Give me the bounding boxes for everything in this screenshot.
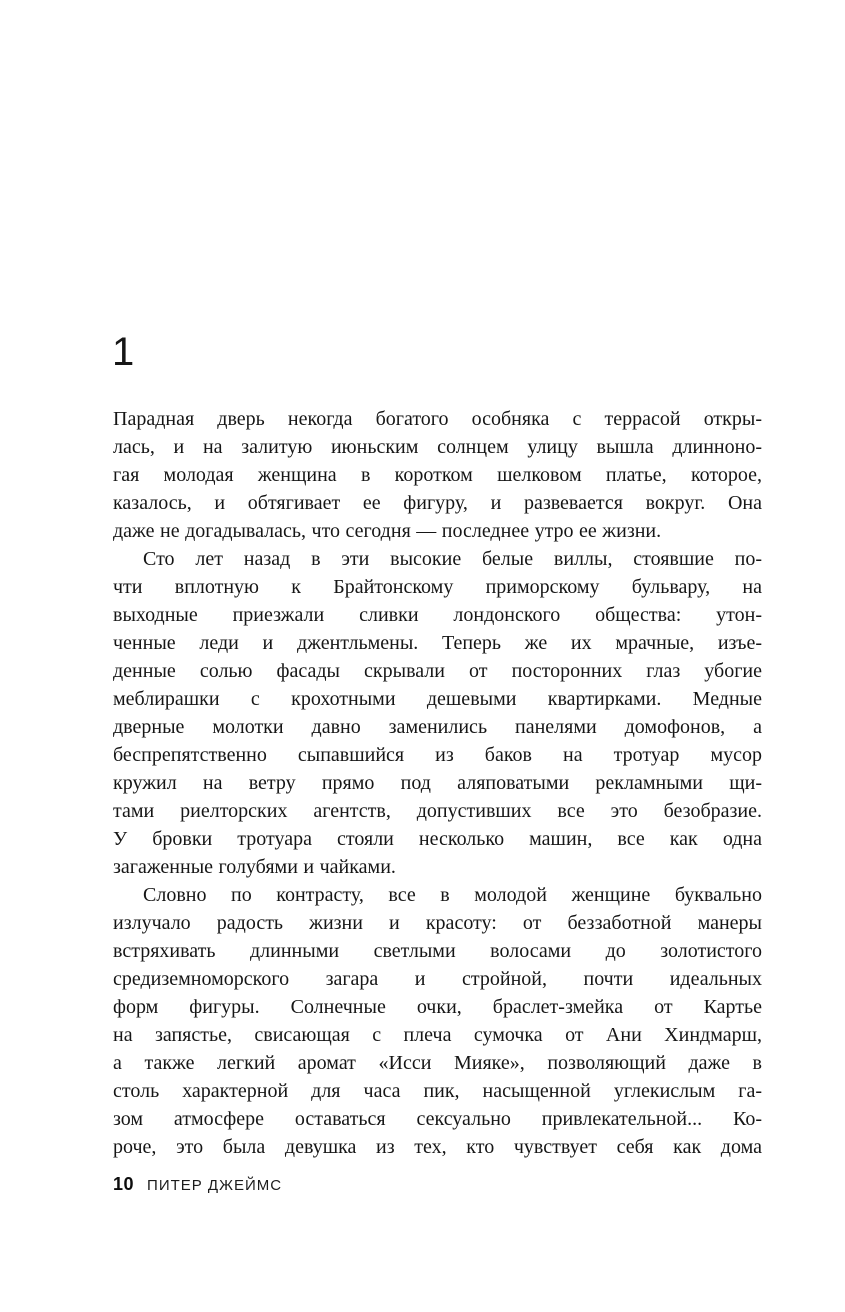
text-line: средиземноморского загара и стройной, почти идеальных	[113, 968, 762, 990]
paragraph	[113, 405, 762, 545]
text-line: а также легкий аромат «Исси Мияке», позволяющий даже в	[113, 1052, 762, 1074]
text-line: на запястье, свисающая с плеча сумочка от Ани Хиндмарш,	[113, 1024, 762, 1046]
text-line: форм фигуры. Солнечные очки, браслет-змейка от Картье	[113, 996, 762, 1018]
text-line: излучало радость жизни и красоту: от беззаботной манеры	[113, 912, 762, 934]
text-line: даже не догадывалась, что сегодня — последнее утро ее жизни.	[113, 520, 662, 542]
text-line: Сто лет назад в эти высокие белые виллы, стоявшие по-	[143, 548, 762, 570]
text-line: Словно по контрасту, все в молодой женщине буквально	[143, 884, 762, 906]
text-line: меблирашки с крохотными дешевыми квартирками. Медные	[113, 688, 762, 710]
body-text	[113, 405, 762, 1161]
text-line: денные солью фасады скрывали от посторонних глаз убогие	[113, 660, 762, 682]
chapter-number: 1	[112, 330, 135, 374]
page-number: 10	[113, 1174, 135, 1194]
text-line: У бровки тротуара стояли несколько машин, все как одна	[113, 828, 762, 850]
text-line: ченные леди и джентльмены. Теперь же их мрачные, изъе-	[113, 632, 762, 654]
paragraph	[113, 545, 762, 881]
text-line: выходные приезжали сливки лондонского общества: утон-	[113, 604, 762, 626]
text-line: встряхивать длинными светлыми волосами до золотистого	[113, 940, 762, 962]
paragraph	[113, 881, 762, 1161]
page-footer	[113, 1174, 762, 1195]
text-line: роче, это была девушка из тех, кто чувствует себя как дома	[113, 1136, 762, 1158]
text-line: чти вплотную к Брайтонскому приморскому бульвару, на	[113, 576, 762, 598]
text-line: загаженные голубями и чайками.	[113, 856, 396, 878]
text-line: лась, и на залитую июньским солнцем улицу вышла длинноно-	[113, 436, 762, 458]
text-line: Парадная дверь некогда богатого особняка с террасой откры-	[113, 408, 762, 430]
text-line: тами риелторских агентств, допустивших все это безобразие.	[113, 800, 762, 822]
text-line: столь характерной для часа пик, насыщенной углекислым га-	[113, 1080, 762, 1102]
text-line: казалось, и обтягивает ее фигуру, и развевается вокруг. Она	[113, 492, 762, 514]
text-line: зом атмосфере оставаться сексуально привлекательной... Ко-	[113, 1108, 762, 1130]
text-line: гая молодая женщина в коротком шелковом платье, которое,	[113, 464, 762, 486]
text-line: беспрепятственно сыпавшийся из баков на тротуар мусор	[113, 744, 762, 766]
running-title: ПИТЕР ДЖЕЙМС	[147, 1177, 283, 1194]
text-line: кружил на ветру прямо под аляповатыми рекламными щи-	[113, 772, 762, 794]
text-line: дверные молотки давно заменились панелями домофонов, а	[113, 716, 762, 738]
